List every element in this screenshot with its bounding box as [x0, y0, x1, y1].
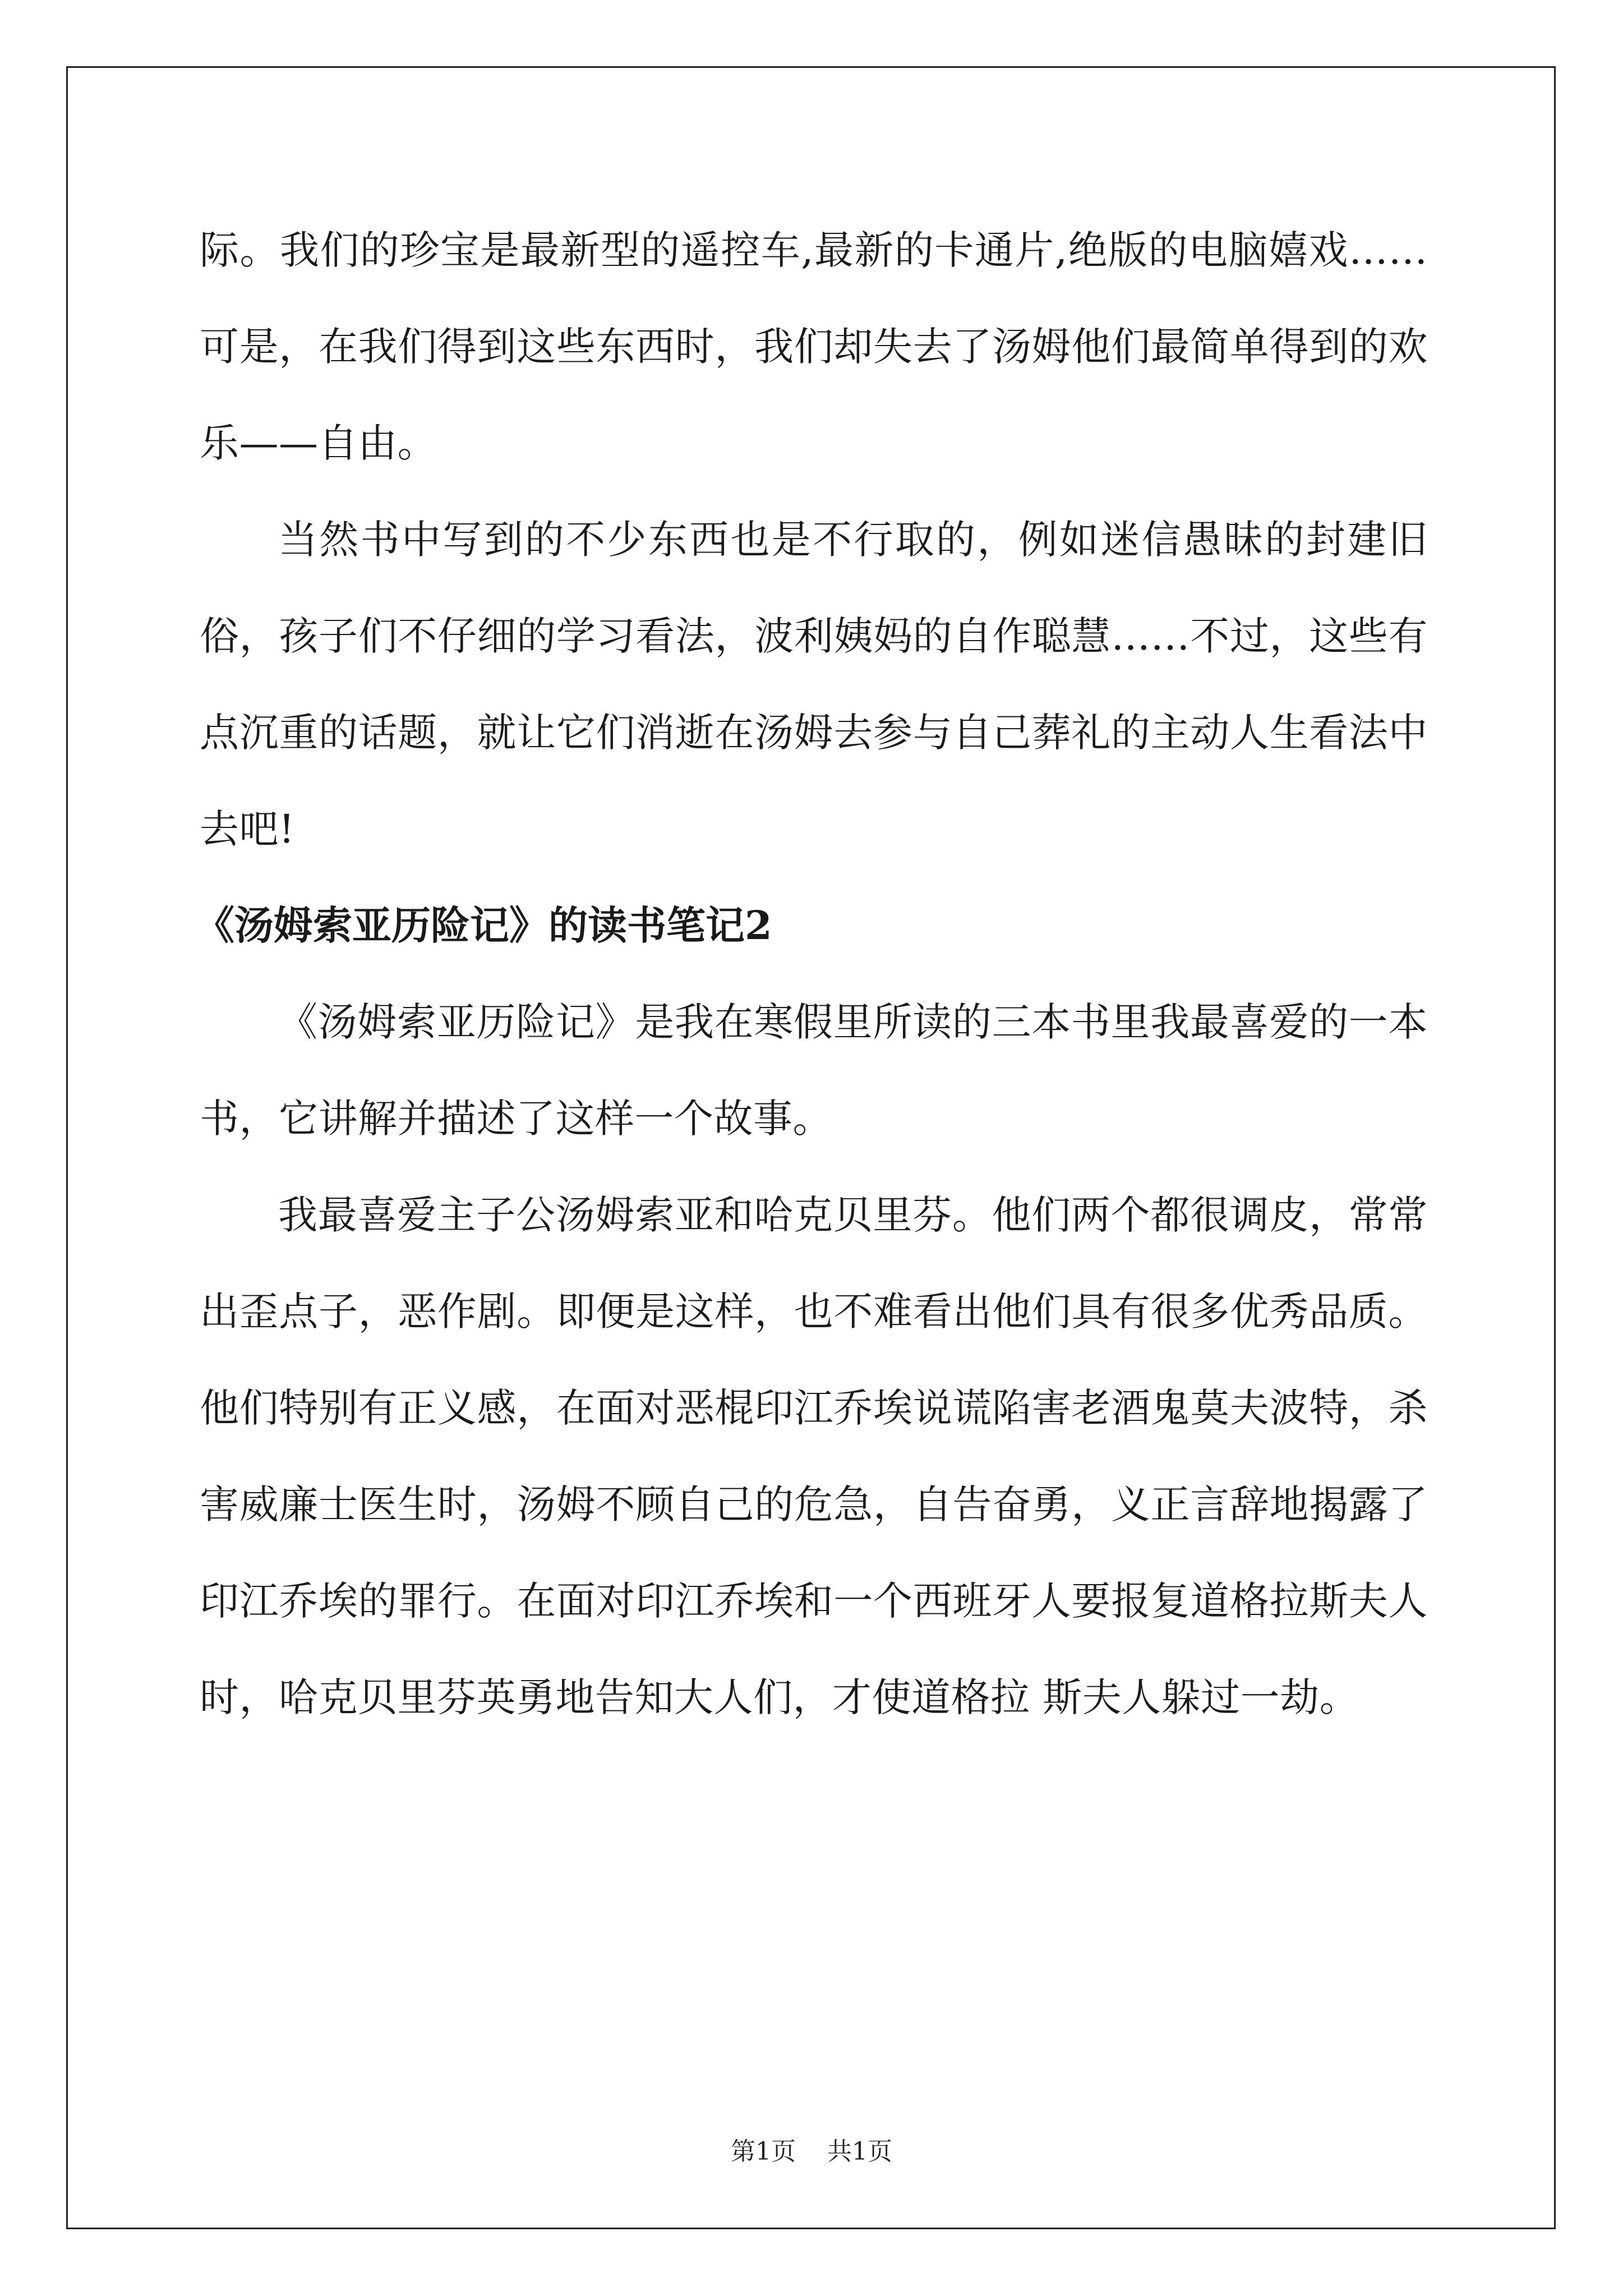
paragraph-critique: 当然书中写到的不少东西也是不行取的，例如迷信愚昧的封建旧俗，孩子们不仔细的学习看法，波利姨妈的自作聪慧……不过，这些有点沉重的话题，就让它们消逝在汤姆去参与自己葬礼的主动人生看法中去吧!: [200, 517, 1428, 852]
page-number-current: 第1页: [731, 2137, 796, 2166]
page-footer: [0, 2135, 1623, 2169]
document-body: [195, 202, 1428, 1746]
page-number-total: 共1页: [827, 2137, 892, 2166]
paragraph-continuation: 际。我们的珍宝是最新型的遥控车,最新的卡通片,绝版的电脑嬉戏……可是，在我们得到这些东西时，我们却失去了汤姆他们最简单得到的欢乐——自由。: [200, 227, 1428, 466]
paragraph-intro: 《汤姆索亚历险记》是我在寒假里所读的三本书里我最喜爱的一本书，它讲解并描述了这样一个故事。: [200, 999, 1428, 1142]
paragraph-characters: 我最喜爱主子公汤姆索亚和哈克贝里芬。他们两个都很调皮，常常出歪点子，恶作剧。即便是这样，也不难看出他们具有很多优秀品质。他们特别有正义感，在面对恶棍印江乔埃说谎陷害老酒鬼莫夫波特，杀害威廉士医生时，汤姆不顾自己的危急，自告奋勇，义正言辞地揭露了印江乔埃的罪行。在面对印江乔埃和一个西班牙人要报复道格拉斯夫人时，哈克贝里芬英勇地告知大人们，才使道格拉 斯夫人躲过一劫。: [200, 1192, 1428, 1720]
section-title: 《汤姆索亚历险记》的读书笔记2: [195, 902, 772, 949]
